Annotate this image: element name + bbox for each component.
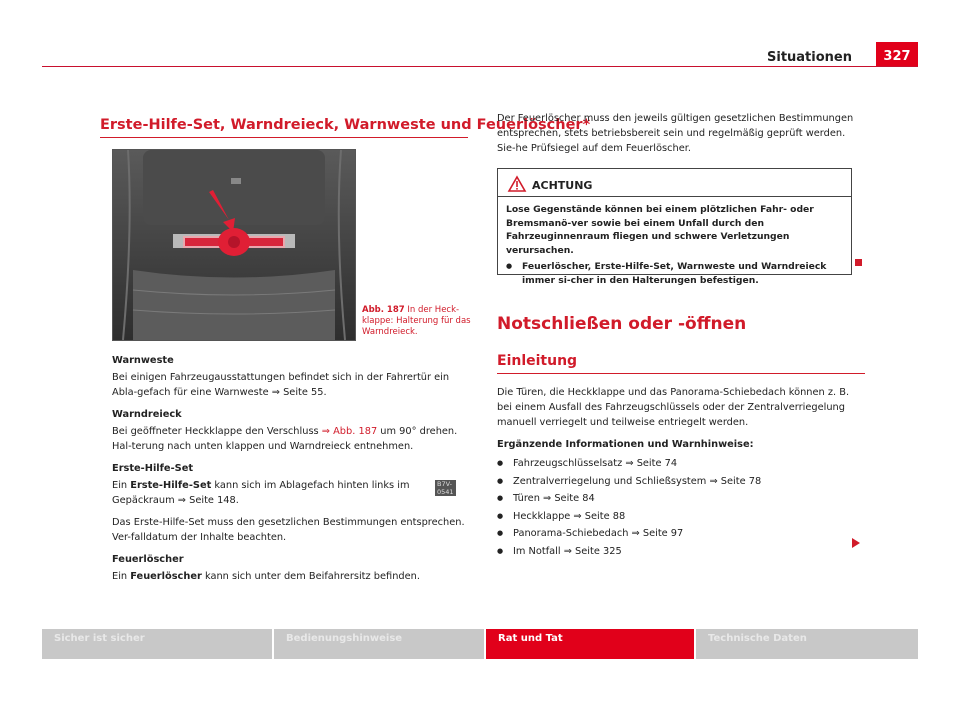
subsection-title: Einleitung xyxy=(497,353,578,369)
warning-list xyxy=(506,260,846,287)
page-number: 327 xyxy=(876,42,918,67)
cross-reference-list xyxy=(497,456,857,559)
warndreieck-text-1: Bei geöffneter Heckklappe den Verschluss xyxy=(112,426,322,437)
feuer-text-1: Ein xyxy=(112,571,131,582)
warning-title: ACHTUNG xyxy=(532,179,593,192)
warning-triangle-icon xyxy=(508,176,526,192)
end-marker-icon xyxy=(855,259,862,266)
heading-ergaenzende-informationen: Ergänzende Informationen und Warnhinweise: xyxy=(497,439,754,450)
figure-caption-text: In der Heck-klappe: Halterung für das Warndreieck. xyxy=(362,305,471,337)
warndreieck-text-2: um 90° drehen. Hal-terung nach unten klappen und Warndreieck entnehmen. xyxy=(112,426,458,452)
figure-caption-label: Abb. 187 xyxy=(362,305,405,315)
paragraph-erste-hilfe-set-2: Das Erste-Hilfe-Set muss den gesetzlichen Bestimmungen entsprechen. Ver-falldatum der Inhalte beachten. xyxy=(112,517,465,543)
footer-tab-rat-und-tat[interactable]: Rat und Tat xyxy=(486,629,696,659)
footer-nav xyxy=(42,629,918,659)
warning-paragraph: Lose Gegenstände können bei einem plötzlichen Fahr- oder Bremsmanö-ver sowie bei einem Unfall durch den Fahrzeuginnenraum fliegen und schwere Verletzungen verursachen. xyxy=(506,204,814,256)
heading-warnweste: Warnweste xyxy=(112,355,174,366)
running-header-title: Situationen xyxy=(767,50,852,65)
chapter-title: Notschließen oder -öffnen xyxy=(497,314,747,334)
paragraph-erste-hilfe-set xyxy=(112,478,467,508)
subsection-rule xyxy=(497,373,865,374)
footer-tab-technische-daten[interactable]: Technische Daten xyxy=(696,629,918,659)
heading-erste-hilfe-set: Erste-Hilfe-Set xyxy=(112,463,194,474)
figure-caption xyxy=(362,305,472,338)
left-column xyxy=(112,353,467,591)
figure-code: B7V-0541 xyxy=(437,480,454,496)
warning-list-item: ● Feuerlöscher, Erste-Hilfe-Set, Warnweste und Warndreieck immer si-cher in den Halterungen befestigen. xyxy=(506,260,846,287)
section-title-rule xyxy=(100,137,468,138)
cross-reference-item[interactable]: ● Zentralverriegelung und Schließsystem ⇒ Seite 78 xyxy=(497,474,857,489)
cross-reference-item[interactable]: ● Im Notfall ⇒ Seite 325 xyxy=(497,544,857,559)
section-title: Erste-Hilfe-Set, Warndreieck, Warnweste und Feuerlöscher* xyxy=(100,117,591,133)
warning-divider xyxy=(498,196,851,197)
paragraph-feuerloescher-intro: Der Feuerlöscher muss den jeweils gültigen gesetzlichen Bestimmungen entsprechen, stets betriebsbereit sein und regelmäßig geprüft werden. Sie-he Prüfsiegel auf dem Feuerlöscher. xyxy=(497,113,854,154)
warning-box xyxy=(497,168,852,286)
cross-reference-item[interactable]: ● Panorama-Schiebedach ⇒ Seite 97 xyxy=(497,526,857,541)
cross-reference-item[interactable]: ● Heckklappe ⇒ Seite 88 xyxy=(497,509,857,524)
paragraph-feuerloescher xyxy=(112,569,467,584)
warning-header xyxy=(498,169,851,199)
footer-tab-bedienungshinweise[interactable]: Bedienungshinweise xyxy=(274,629,486,659)
right-intro xyxy=(497,111,857,163)
header-rule xyxy=(42,66,918,67)
feuer-text-2: kann sich unter dem Beifahrersitz befinden. xyxy=(201,571,420,582)
tailgate-illustration xyxy=(113,150,355,340)
paragraph-warndreieck xyxy=(112,424,467,454)
figure-reference-link[interactable]: ⇒ Abb. 187 xyxy=(321,426,378,437)
heading-warndreieck: Warndreieck xyxy=(112,409,182,420)
continue-arrow-icon xyxy=(852,538,860,548)
einleitung-content xyxy=(497,385,857,561)
cross-reference-item[interactable]: ● Türen ⇒ Seite 84 xyxy=(497,491,857,506)
paragraph-einleitung: Die Türen, die Heckklappe und das Panorama-Schiebedach können z. B. bei einem Ausfall des Fahrzeugschlüssels oder der Zentralverriegelung manuell verriegelt und teilweise entriegelt werden. xyxy=(497,387,850,428)
ehs-text-1: Ein xyxy=(112,480,131,491)
heading-feuerloescher: Feuerlöscher xyxy=(112,554,184,565)
cross-reference-item[interactable]: ● Fahrzeugschlüsselsatz ⇒ Seite 74 xyxy=(497,456,857,471)
paragraph-warnweste: Bei einigen Fahrzeugausstattungen befindet sich in der Fahrertür ein Abla-gefach für eine Warnweste ⇒ Seite 55. xyxy=(112,372,450,398)
ehs-text-2: kann sich im Ablagefach hinten links im Gepäckraum ⇒ Seite 148. xyxy=(112,480,410,506)
ehs-bold: Erste-Hilfe-Set xyxy=(130,480,212,491)
footer-tab-sicher-ist-sicher[interactable]: Sicher ist sicher xyxy=(42,629,274,659)
feuer-bold: Feuerlöscher xyxy=(130,571,202,582)
warning-body xyxy=(506,203,846,290)
